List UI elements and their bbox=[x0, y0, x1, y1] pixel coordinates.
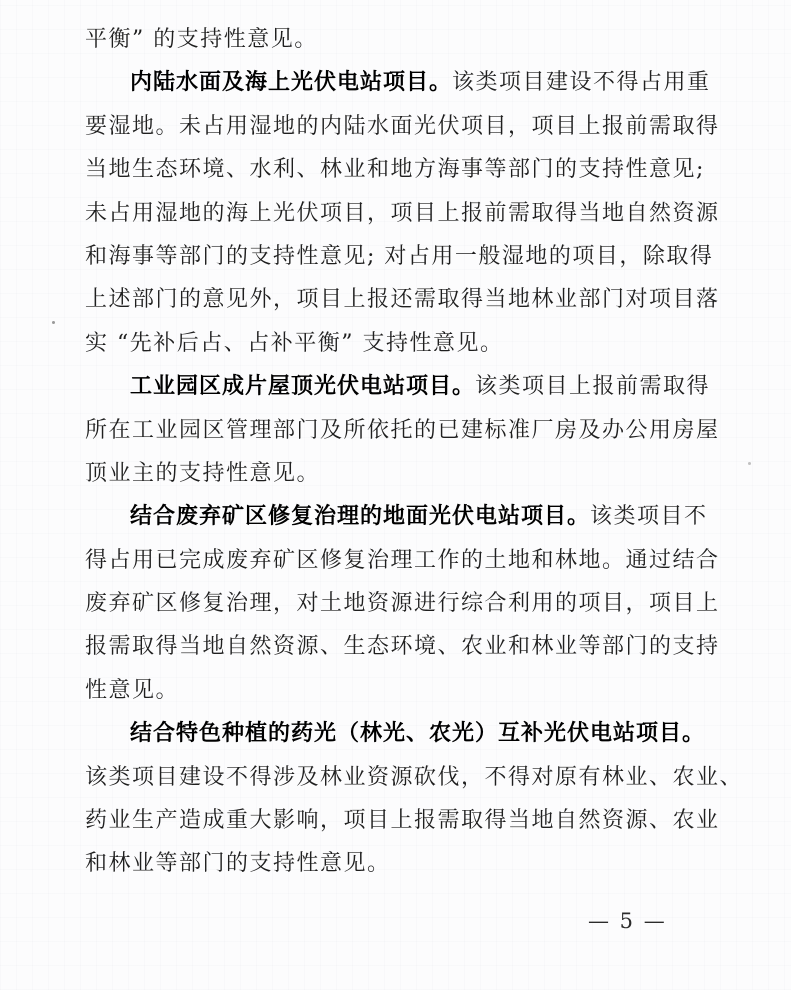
text-line-4 bbox=[85, 148, 745, 191]
paragraph-text: 所在工业园区管理部门及所依托的已建标准厂房及办公用房屋 bbox=[85, 417, 720, 443]
paragraph-text: 未占用湿地的海上光伏项目，项目上报前需取得当地自然资源 bbox=[85, 200, 720, 226]
paragraph-text: 当地生态环境、水利、林业和地方海事等部门的支持性意见; bbox=[85, 157, 705, 183]
paragraph-heading: 结合特色种植的药光（林光、农光）互补光伏电站项目。 bbox=[130, 721, 706, 747]
text-line-9 bbox=[85, 365, 745, 408]
paragraph-text: 顶业主的支持性意见。 bbox=[85, 460, 321, 486]
text-line-12 bbox=[85, 495, 745, 538]
page-footer bbox=[588, 906, 688, 936]
text-line-8 bbox=[85, 322, 745, 365]
paragraph-text: 该类项目上报前需取得 bbox=[475, 374, 711, 400]
paragraph-text: 该类项目建设不得占用重 bbox=[452, 70, 711, 96]
paragraph-text: 药业生产造成重大影响，项目上报需取得当地自然资源、农业 bbox=[85, 808, 720, 834]
text-line-19 bbox=[85, 799, 745, 842]
paragraph-text: 性意见。 bbox=[85, 677, 180, 703]
paragraph-text: 上述部门的意见外，项目上报还需取得当地林业部门对项目落 bbox=[85, 287, 720, 313]
text-line-15 bbox=[85, 625, 745, 668]
page-number: — 5 — bbox=[588, 909, 667, 933]
document-body bbox=[85, 18, 745, 886]
text-line-3 bbox=[85, 105, 745, 148]
paragraph-text: 和海事等部门的支持性意见; 对占用一般湿地的项目，除取得 bbox=[85, 243, 714, 269]
paragraph-text: 该类项目不 bbox=[590, 504, 708, 530]
paragraph-text: 平衡” 的支持性意见。 bbox=[85, 27, 318, 52]
paragraph-text: 要湿地。未占用湿地的内陆水面光伏项目，项目上报前需取得 bbox=[85, 113, 720, 139]
text-line-1 bbox=[85, 18, 745, 61]
text-line-5 bbox=[85, 192, 745, 235]
paragraph-text: 和林业等部门的支持性意见。 bbox=[85, 851, 391, 877]
text-line-20 bbox=[85, 842, 745, 885]
text-line-6 bbox=[85, 235, 745, 278]
text-line-16 bbox=[85, 669, 745, 712]
paragraph-text: 报需取得当地自然资源、生态环境、农业和林业等部门的支持 bbox=[85, 634, 720, 660]
paragraph-heading: 内陆水面及海上光伏电站项目。 bbox=[130, 70, 453, 96]
paragraph-text: 该类项目建设不得涉及林业资源砍伐，不得对原有林业、农业、 bbox=[85, 764, 744, 790]
text-line-13 bbox=[85, 539, 745, 582]
paragraph-text: 实 “先补后占、占补平衡” 支持性意见。 bbox=[85, 330, 504, 356]
paragraph-heading: 结合废弃矿区修复治理的地面光伏电站项目。 bbox=[130, 504, 591, 530]
text-line-10 bbox=[85, 409, 745, 452]
text-line-14 bbox=[85, 582, 745, 625]
text-line-7 bbox=[85, 278, 745, 321]
text-line-2 bbox=[85, 61, 745, 104]
paragraph-heading: 工业园区成片屋顶光伏电站项目。 bbox=[130, 374, 476, 400]
paragraph-text: 得占用已完成废弃矿区修复治理工作的土地和林地。通过结合 bbox=[85, 547, 720, 573]
text-line-18 bbox=[85, 756, 745, 799]
text-line-17 bbox=[85, 712, 745, 755]
paragraph-text: 废弃矿区修复治理，对土地资源进行综合利用的项目，项目上 bbox=[85, 591, 720, 617]
scan-artifact-dot bbox=[748, 462, 751, 465]
text-line-11 bbox=[85, 452, 745, 495]
scan-artifact-dot bbox=[52, 321, 55, 324]
